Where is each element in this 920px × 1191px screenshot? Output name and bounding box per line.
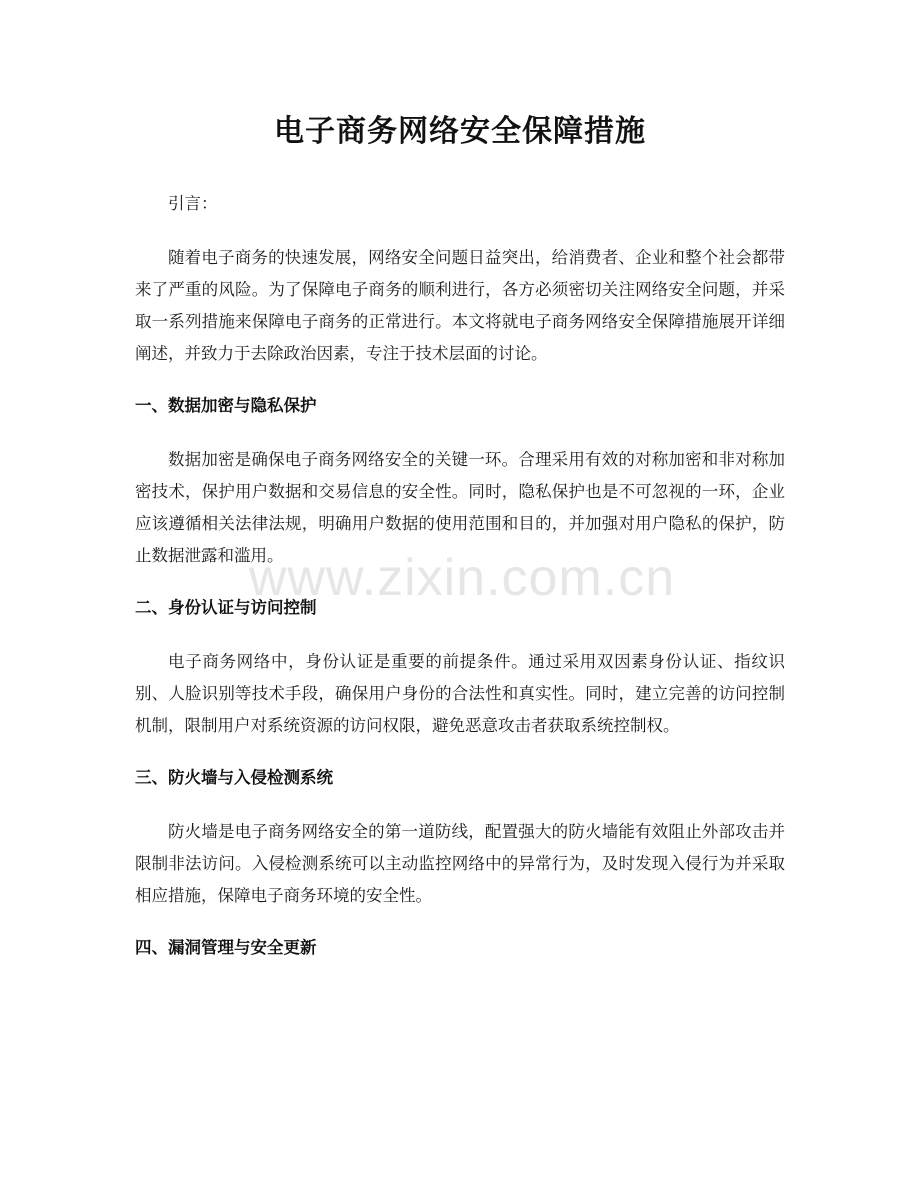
section-body-authentication: 电子商务网络中，身份认证是重要的前提条件。通过采用双因素身份认证、指纹识别、人脸识别等技术手段，确保用户身份的合法性和真实性。同时，建立完善的访问控制机制，限制用户对系统资源的访问权限，避免恶意攻击者获取系统控制权。: [135, 652, 785, 735]
intro-label: 引言：: [168, 194, 218, 213]
section-heading-authentication: 二、身份认证与访问控制: [135, 598, 317, 617]
section-heading-encryption: 一、数据加密与隐私保护: [135, 396, 317, 415]
intro-paragraph: 随着电子商务的快速发展，网络安全问题日益突出，给消费者、企业和整个社会都带来了严重的风险。为了保障电子商务的顺利进行，各方必须密切关注网络安全问题，并采取一系列措施来保障电子商务的正常进行。本文将就电子商务网络安全保障措施展开详细阐述，并致力于去除政治因素，专注于技术层面的讨论。: [135, 248, 785, 363]
document-title: 电子商务网络安全保障措施: [274, 114, 646, 149]
section-heading-vulnerability: 四、漏洞管理与安全更新: [135, 938, 317, 957]
watermark: www.zixin.com.cn: [248, 549, 676, 607]
section-body-encryption: 数据加密是确保电子商务网络安全的关键一环。合理采用有效的对称加密和非对称加密技术，保护用户数据和交易信息的安全性。同时，隐私保护也是不可忽视的一环，企业应该遵循相关法律法规，明确用户数据的使用范围和目的，并加强对用户隐私的保护，防止数据泄露和滥用。: [135, 450, 785, 565]
section-heading-firewall: 三、防火墙与入侵检测系统: [135, 768, 333, 787]
section-body-firewall: 防火墙是电子商务网络安全的第一道防线，配置强大的防火墙能有效阻止外部攻击并限制非法访问。入侵检测系统可以主动监控网络中的异常行为，及时发现入侵行为并采取相应措施，保障电子商务环境的安全性。: [135, 822, 785, 905]
